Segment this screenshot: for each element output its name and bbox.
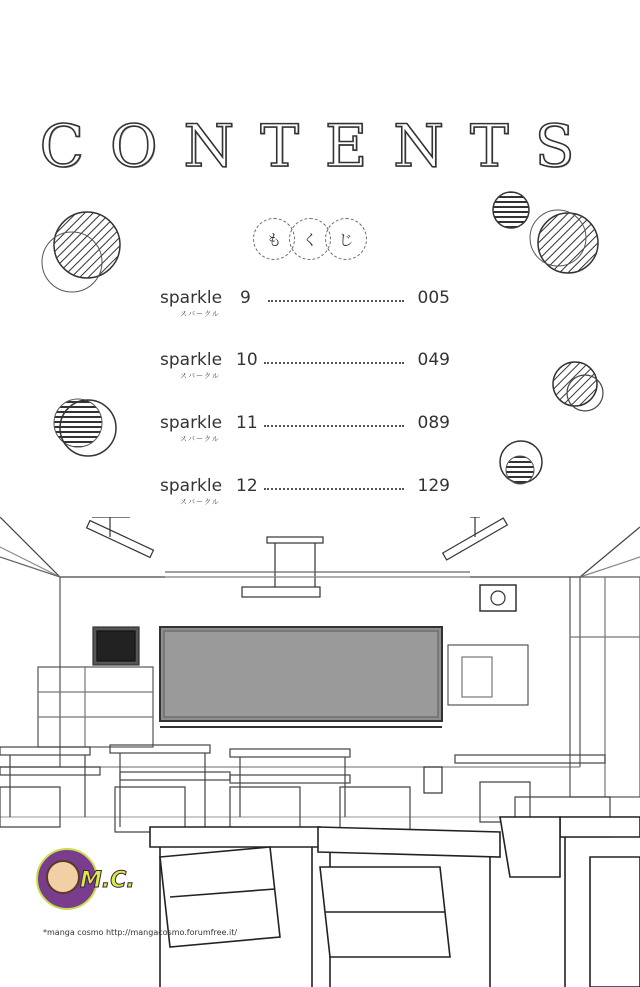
ceiling-light: [443, 517, 508, 560]
toc-chapter-number: 12: [236, 476, 258, 496]
toc-entry[interactable]: [160, 413, 450, 453]
toc-chapter-name: sparkle: [160, 350, 223, 370]
bubble-hatched: [54, 212, 120, 278]
bubble-striped: [493, 192, 529, 228]
toc-entry[interactable]: [160, 476, 450, 516]
ceiling-light: [242, 537, 323, 597]
toc-chapter-number: 10: [236, 350, 258, 370]
watermark-url[interactable]: *manga cosmo http://mangacosmo.forumfree.it/: [43, 928, 238, 937]
bubble-hatched: [553, 362, 597, 406]
mokuji-label: [253, 218, 365, 262]
bubble-striped: [506, 456, 534, 484]
toc-chapter-name: sparkle: [160, 413, 223, 433]
toc-leader-dots: [264, 362, 404, 364]
toc-chapter-number: 9: [240, 288, 251, 308]
speaker-box: [480, 585, 516, 611]
toc-page-number: 129: [417, 476, 450, 496]
classroom-illustration: [0, 517, 640, 987]
toc-leader-dots: [264, 425, 404, 427]
ceiling-light: [87, 517, 154, 557]
toc-leader-dots: [268, 300, 404, 302]
back-desks: [0, 745, 605, 827]
toc-chapter-name: sparkle: [160, 476, 223, 496]
page-title: CONTENTS: [39, 112, 601, 180]
toc-entry[interactable]: [160, 288, 450, 328]
toc-page-number: 089: [417, 413, 450, 433]
toc-furigana: スパークル: [180, 310, 220, 318]
toc-chapter-number: 11: [236, 413, 258, 433]
trash-can: [424, 767, 442, 793]
toc-furigana: スパークル: [180, 435, 220, 443]
watermark-face-icon: [46, 860, 80, 894]
watermark-mc-text: M.C.: [80, 868, 135, 893]
toc-furigana: スパークル: [180, 498, 220, 506]
mokuji-char: く: [289, 218, 331, 260]
toc-chapter-name: sparkle: [160, 288, 223, 308]
toc-leader-dots: [264, 488, 404, 490]
toc-page-number: 005: [417, 288, 450, 308]
toc-furigana: スパークル: [180, 372, 220, 380]
toc-page-number: 049: [417, 350, 450, 370]
mokuji-char: も: [253, 218, 295, 260]
toc-entry[interactable]: [160, 350, 450, 390]
mokuji-char: じ: [325, 218, 367, 260]
